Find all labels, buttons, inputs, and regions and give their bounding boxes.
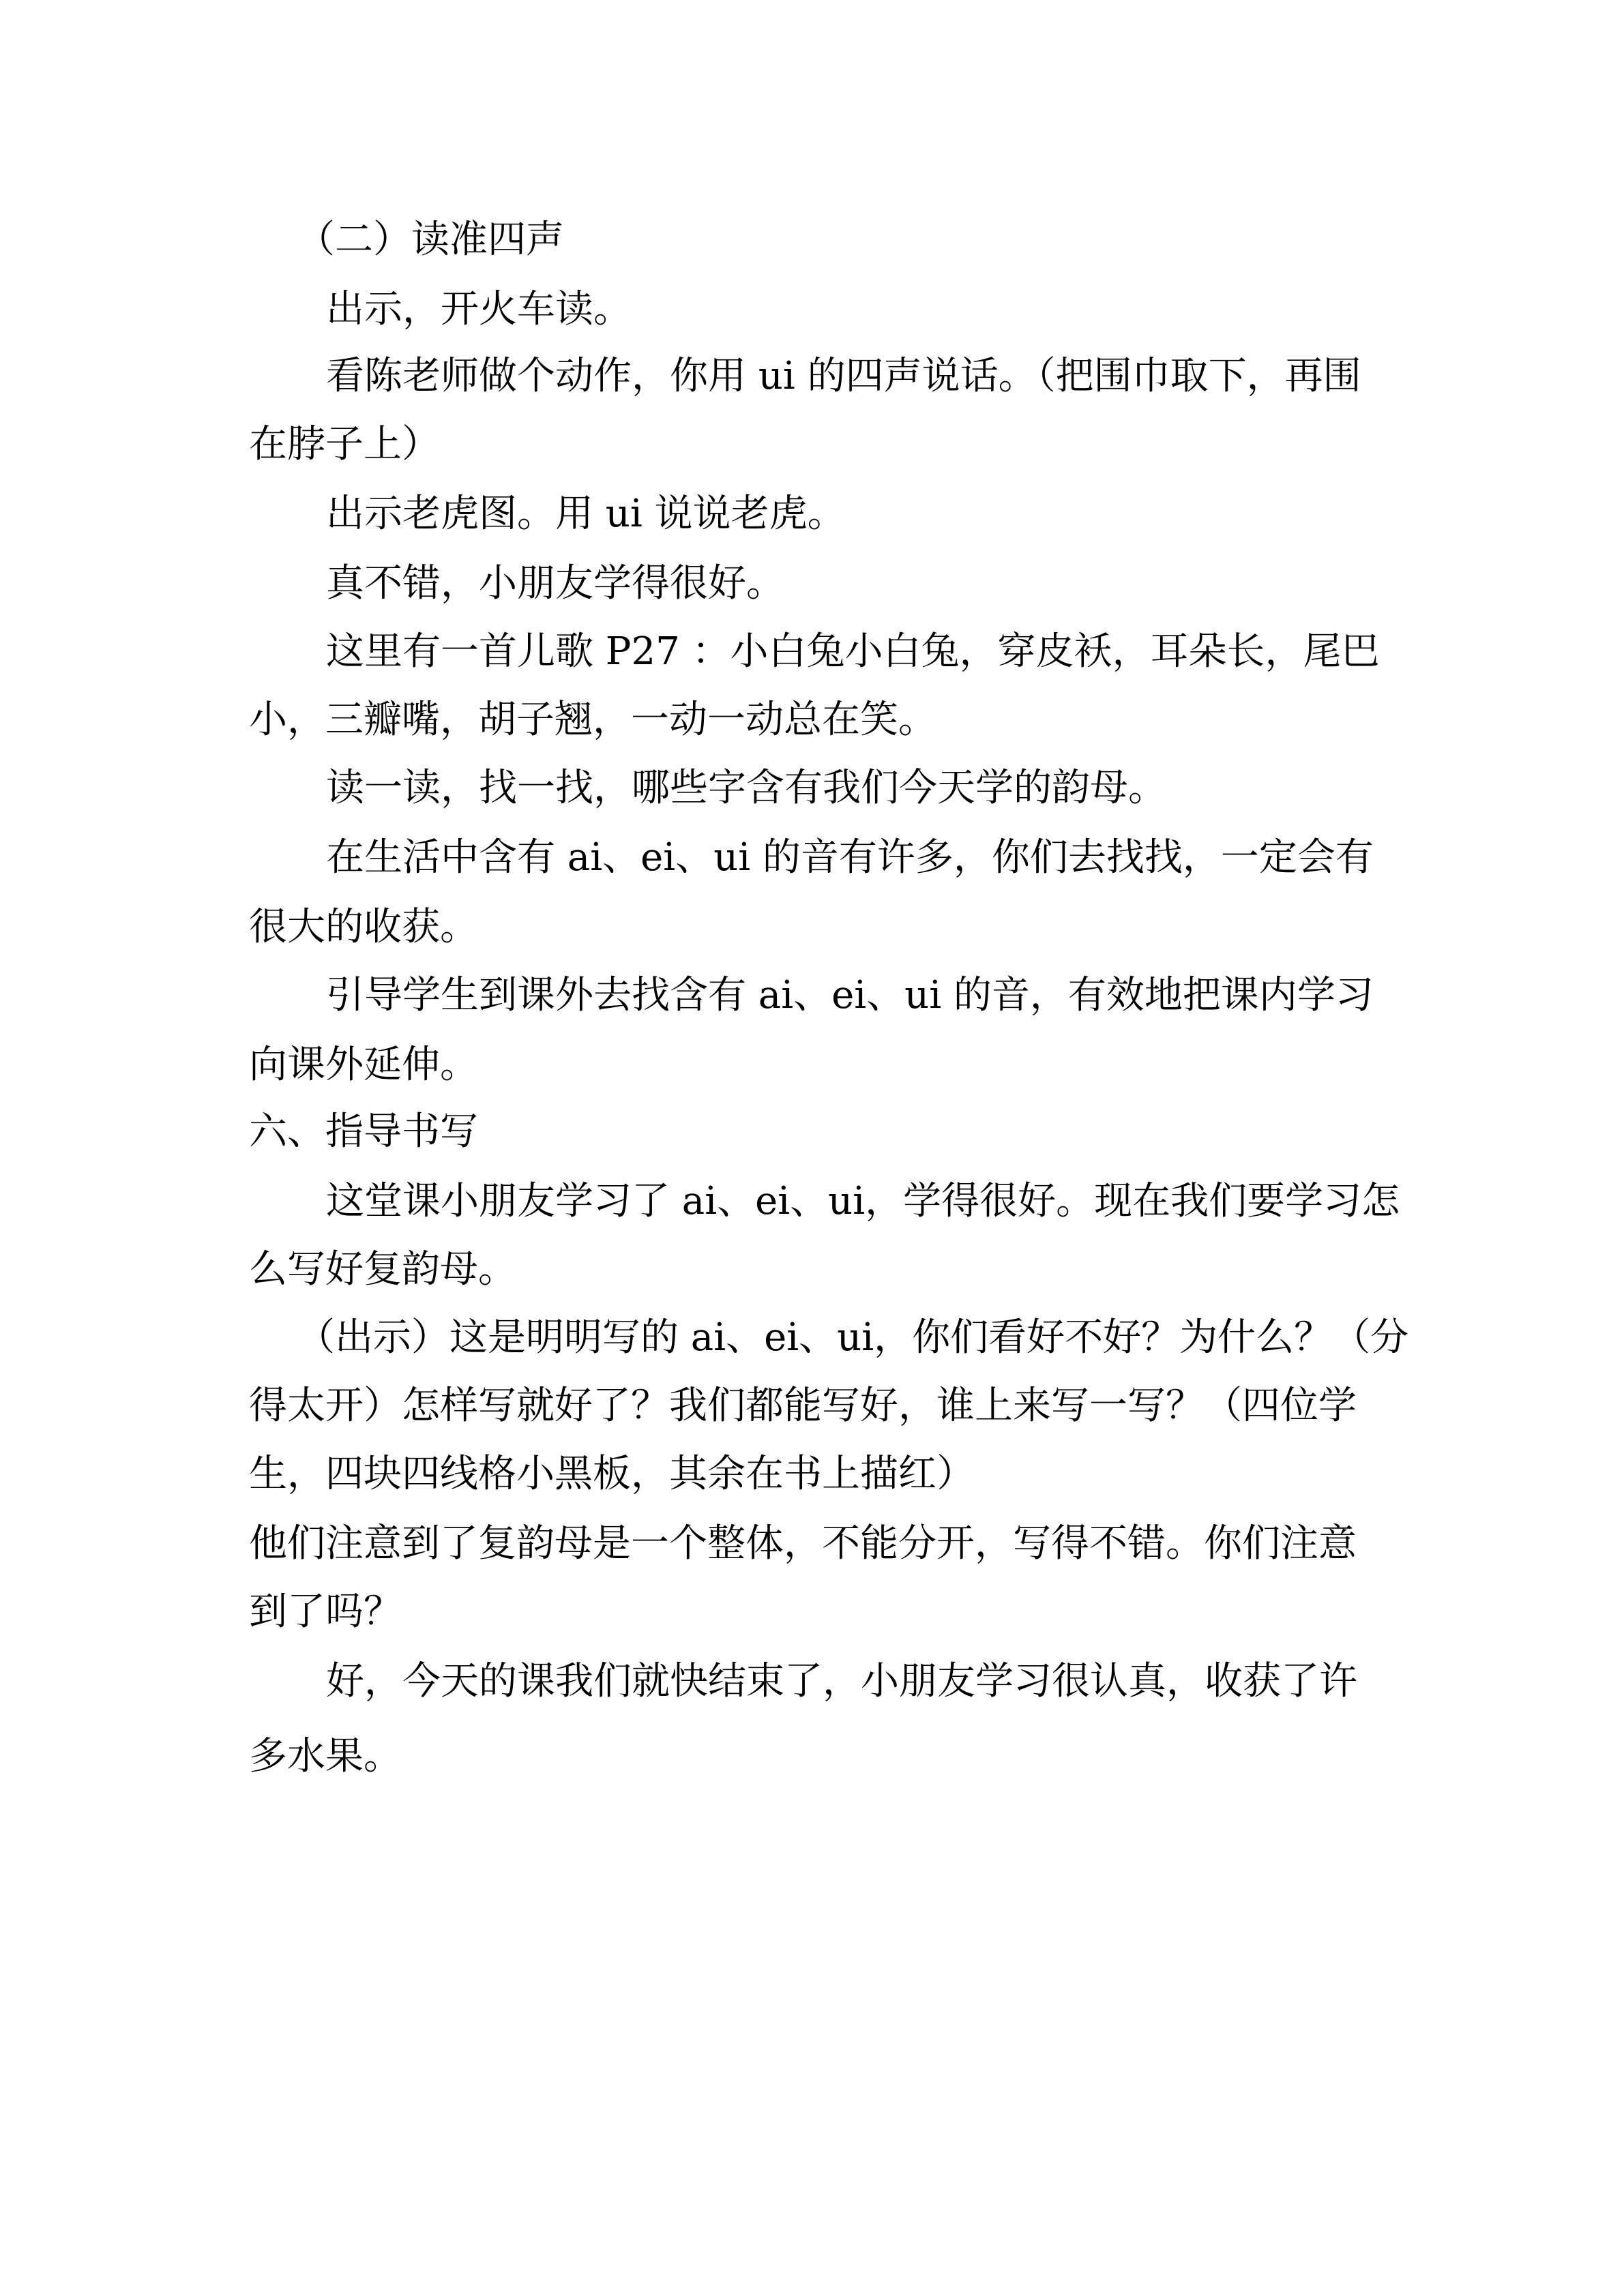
line-mingming-1: （出示）这是明明写的 ai、ei、ui，你们看好不好？为什么？（分 [297,1315,1409,1360]
line-life-sounds-2: 很大的收获。 [249,905,478,949]
line-read-find: 读一读，找一找，哪些字含有我们今天学的韵母。 [326,766,1166,810]
line-mingming-2: 得太开）怎样写就好了？我们都能写好，谁上来写一写？（四位学 [249,1384,1357,1428]
line-rhyme-1: 这里有一首儿歌 P27 ：小白兔小白兔，穿皮袄，耳朵长，尾巴 [326,629,1380,674]
line-writing-1: 这堂课小朋友学习了 ai、ei、ui，学得很好。现在我们要学习怎 [326,1179,1400,1223]
line-tiger-picture: 出示老虎图。用 ui 说说老虎。 [326,492,846,536]
line-rhyme-2: 小，三瓣嘴，胡子翘，一动一动总在笑。 [249,698,936,742]
line-guide-students-2: 向课外延伸。 [249,1043,478,1087]
line-closing-2: 多水果。 [249,1734,402,1778]
line-writing-2: 么写好复韵母。 [249,1247,516,1292]
line-notice-2: 到了吗？ [249,1590,402,1634]
line-section-six-heading: 六、指导书写 [249,1109,478,1154]
line-teacher-action-2: 在脖子上） [249,422,440,466]
line-show-train-read: 出示，开火车读。 [326,287,632,331]
line-closing-1: 好，今天的课我们就快结束了，小朋友学习很认真，收获了许 [326,1659,1357,1703]
line-praise: 真不错，小朋友学得很好。 [326,561,784,606]
line-life-sounds-1: 在生活中含有 ai、ei、ui 的音有许多，你们去找找，一定会有 [326,835,1374,880]
line-notice-1: 他们注意到了复韵母是一个整体，不能分开，写得不错。你们注意 [249,1521,1357,1566]
line-teacher-action-1: 看陈老师做个动作，你用 ui 的四声说话。（把围巾取下，再围 [326,354,1361,398]
line-subheading-four-tones: （二）读准四声 [297,218,564,262]
line-mingming-3: 生，四块四线格小黑板，其余在书上描红） [249,1452,975,1496]
line-guide-students-1: 引导学生到课外去找含有 ai、ei、ui 的音，有效地把课内学习 [326,973,1374,1017]
